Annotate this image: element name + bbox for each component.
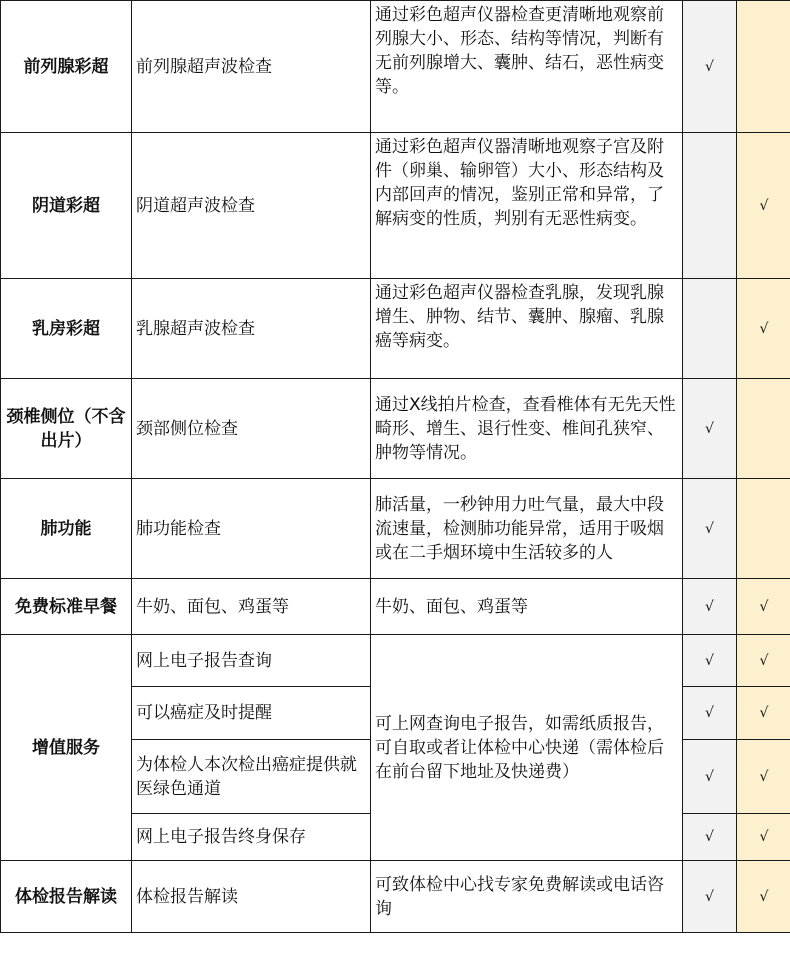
item-cell: 网上电子报告终身保存 <box>132 814 371 861</box>
check-cell <box>737 479 790 579</box>
item-cell: 可以癌症及时提醒 <box>132 687 371 740</box>
item-cell: 阴道超声波检查 <box>132 133 371 279</box>
description-cell: 肺活量，一秒钟用力吐气量，最大中段流速量，检测肺功能异常，适用于吸烟或在二手烟环境中生活较多的人 <box>371 479 683 579</box>
category-cell: 前列腺彩超 <box>1 1 132 133</box>
item-cell: 乳腺超声波检查 <box>132 279 371 379</box>
check-cell: √ <box>737 279 790 379</box>
description-cell: 可上网查询电子报告，如需纸质报告，可自取或者让体检中心快递（需体检后在前台留下地址及快递费） <box>371 635 683 861</box>
item-cell: 为体检人本次检出癌症提供就医绿色通道 <box>132 740 371 814</box>
category-cell: 体检报告解读 <box>1 861 132 933</box>
table-row <box>1 379 790 479</box>
check-cell: √ <box>737 687 790 740</box>
check-cell: √ <box>737 814 790 861</box>
item-cell: 体检报告解读 <box>132 861 371 933</box>
check-cell: √ <box>683 687 737 740</box>
item-cell: 颈部侧位检查 <box>132 379 371 479</box>
check-cell: √ <box>737 740 790 814</box>
table-row <box>1 479 790 579</box>
table-row <box>1 1 790 133</box>
check-cell: √ <box>683 740 737 814</box>
check-cell: √ <box>737 579 790 635</box>
check-cell: √ <box>737 635 790 687</box>
category-cell: 肺功能 <box>1 479 132 579</box>
category-cell: 增值服务 <box>1 635 132 861</box>
check-cell: √ <box>737 861 790 933</box>
check-cell: √ <box>683 861 737 933</box>
category-cell: 颈椎侧位（不含出片） <box>1 379 132 479</box>
item-cell: 牛奶、面包、鸡蛋等 <box>132 579 371 635</box>
item-cell: 前列腺超声波检查 <box>132 1 371 133</box>
check-cell: √ <box>737 133 790 279</box>
check-cell <box>737 1 790 133</box>
category-cell: 免费标准早餐 <box>1 579 132 635</box>
item-cell: 肺功能检查 <box>132 479 371 579</box>
description-cell: 通过X线拍片检查，查看椎体有无先天性畸形、增生、退行性变、椎间孔狭窄、肿物等情况。 <box>371 379 683 479</box>
description-cell: 通过彩色超声仪器检查乳腺，发现乳腺增生、肿物、结节、囊肿、腺瘤、乳腺癌等病变。 <box>371 279 683 379</box>
table-row <box>1 861 790 933</box>
item-cell: 网上电子报告查询 <box>132 635 371 687</box>
description-cell: 牛奶、面包、鸡蛋等 <box>371 579 683 635</box>
check-cell: √ <box>683 479 737 579</box>
table-row <box>1 635 790 687</box>
description-cell: 通过彩色超声仪器清晰地观察子宫及附件（卵巢、输卵管）大小、形态结构及内部回声的情况，鉴别正常和异常，了解病变的性质，判别有无恶性病变。 <box>371 133 683 279</box>
check-cell: √ <box>683 814 737 861</box>
table-row <box>1 279 790 379</box>
table-row <box>1 579 790 635</box>
check-cell <box>737 379 790 479</box>
description-cell: 通过彩色超声仪器检查更清晰地观察前列腺大小、形态、结构等情况，判断有无前列腺增大、囊肿、结石，恶性病变等。 <box>371 1 683 133</box>
table-row <box>1 133 790 279</box>
category-cell: 阴道彩超 <box>1 133 132 279</box>
check-cell: √ <box>683 579 737 635</box>
check-cell <box>683 279 737 379</box>
check-cell: √ <box>683 635 737 687</box>
check-cell <box>683 133 737 279</box>
check-cell: √ <box>683 1 737 133</box>
category-cell: 乳房彩超 <box>1 279 132 379</box>
description-cell: 可致体检中心找专家免费解读或电话咨询 <box>371 861 683 933</box>
check-cell: √ <box>683 379 737 479</box>
